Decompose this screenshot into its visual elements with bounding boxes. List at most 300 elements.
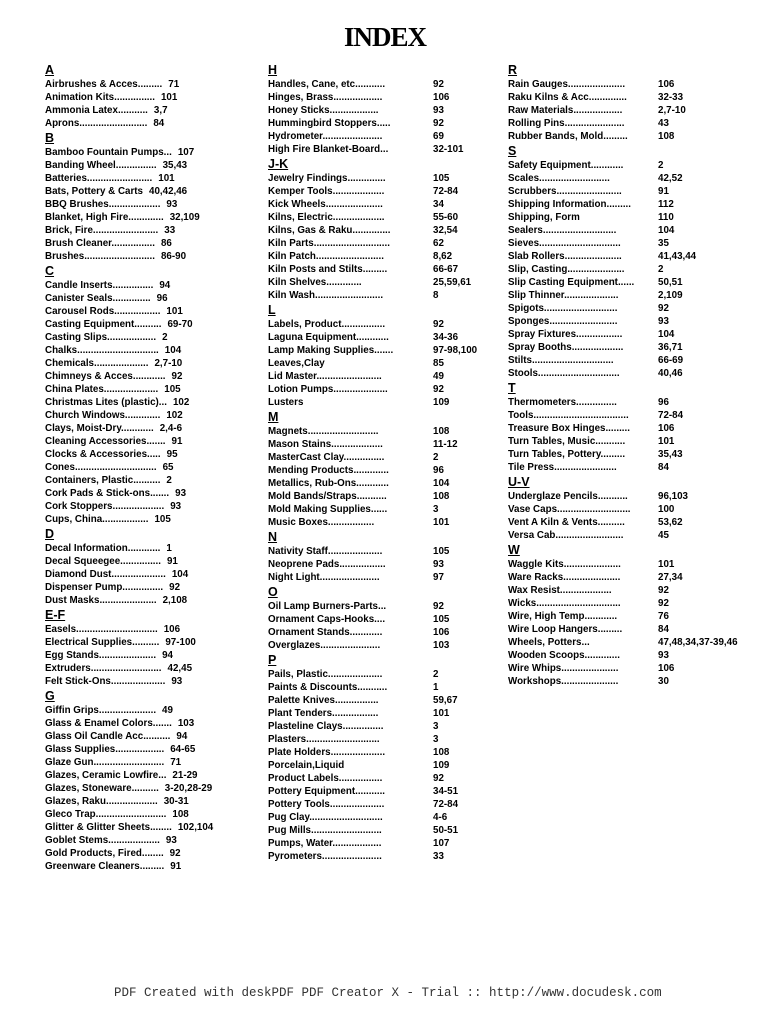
index-entry-name: Palette Knives................ bbox=[268, 695, 379, 706]
index-entry bbox=[508, 435, 768, 448]
index-entry-name: Dust Masks..................... bbox=[45, 595, 157, 606]
index-entry bbox=[268, 837, 503, 850]
index-entry-name: Plate Holders.................... bbox=[268, 747, 386, 758]
index-entry bbox=[45, 331, 255, 344]
index-entry-pages: 91 bbox=[171, 436, 183, 447]
index-entry-pages: 92 bbox=[171, 371, 183, 382]
index-entry bbox=[508, 341, 768, 354]
index-entry-pages: 94 bbox=[176, 731, 188, 742]
index-entry bbox=[268, 396, 503, 409]
index-entry-pages: 93 bbox=[170, 501, 182, 512]
index-entry-name: Decal Squeegee............... bbox=[45, 556, 161, 567]
index-entry-name: Turn Tables, Pottery......... bbox=[508, 449, 626, 460]
index-entry-pages: 32,109 bbox=[169, 212, 200, 223]
index-entry-name: Porcelain,Liquid bbox=[268, 760, 345, 771]
index-entry-pages: 50-51 bbox=[433, 825, 459, 836]
index-entry-pages: 91 bbox=[166, 556, 178, 567]
index-entry-name: Stools.............................. bbox=[508, 368, 620, 379]
index-section bbox=[45, 264, 255, 526]
index-entry bbox=[268, 78, 503, 91]
index-entry-name: Magnets.......................... bbox=[268, 426, 379, 437]
index-entry-name: Casting Slips.................. bbox=[45, 332, 157, 343]
index-entry-pages: 108 bbox=[433, 426, 450, 437]
index-entry-name: Kiln Posts and Stilts......... bbox=[268, 264, 388, 275]
index-entry-pages: 91 bbox=[658, 186, 669, 197]
index-entry-pages: 8,62 bbox=[433, 251, 453, 262]
index-entry-name: Metallics, Rub-Ons............ bbox=[268, 478, 389, 489]
index-entry bbox=[508, 250, 768, 263]
index-entry-pages: 25,59,61 bbox=[433, 277, 472, 288]
index-entry-name: Paints & Discounts........... bbox=[268, 682, 388, 693]
index-entry-name: Candle Inserts............... bbox=[45, 280, 154, 291]
index-section bbox=[268, 63, 503, 156]
index-entry bbox=[508, 597, 768, 610]
index-entry-name: Overglazes...................... bbox=[268, 640, 381, 651]
index-entry-pages: 92 bbox=[433, 319, 444, 330]
index-entry bbox=[45, 104, 255, 117]
index-entry-pages: 93 bbox=[171, 676, 183, 687]
index-entry-pages: 76 bbox=[658, 611, 669, 622]
index-entry-name: Mending Products............. bbox=[268, 465, 389, 476]
index-entry-pages: 97-98,100 bbox=[433, 345, 478, 356]
index-entry-pages: 101 bbox=[433, 517, 450, 528]
index-entry-name: Airbrushes & Acces......... bbox=[45, 79, 163, 90]
index-entry bbox=[45, 279, 255, 292]
index-entry bbox=[45, 370, 255, 383]
index-entry bbox=[45, 78, 255, 91]
index-entry bbox=[508, 571, 768, 584]
index-entry bbox=[45, 821, 255, 834]
index-entry bbox=[268, 811, 503, 824]
index-entry-pages: 112 bbox=[658, 199, 674, 210]
index-entry bbox=[45, 649, 255, 662]
index-section bbox=[508, 381, 768, 474]
index-entry-pages: 84 bbox=[153, 118, 165, 129]
index-entry-name: Mold Bands/Straps........... bbox=[268, 491, 387, 502]
index-entry bbox=[45, 474, 255, 487]
index-entry bbox=[508, 610, 768, 623]
index-entry-pages: 92 bbox=[433, 384, 444, 395]
index-entry-name: Laguna Equipment............ bbox=[268, 332, 389, 343]
index-entry-pages: 2 bbox=[162, 332, 168, 343]
index-entry-name: Lamp Making Supplies....... bbox=[268, 345, 394, 356]
index-entry-name: Vent A Kiln & Vents.......... bbox=[508, 517, 625, 528]
index-entry-pages: 102 bbox=[172, 397, 190, 408]
index-entry-pages: 1 bbox=[433, 682, 439, 693]
index-section bbox=[45, 689, 255, 873]
index-entry-pages: 106 bbox=[658, 663, 675, 674]
index-entry-name: Cups, China................. bbox=[45, 514, 149, 525]
index-entry bbox=[508, 662, 768, 675]
index-entry bbox=[45, 396, 255, 409]
index-entry-pages: 101 bbox=[160, 92, 178, 103]
index-entry bbox=[268, 451, 503, 464]
index-entry bbox=[268, 668, 503, 681]
index-entry bbox=[45, 487, 255, 500]
index-entry-pages: 110 bbox=[658, 212, 674, 223]
index-entry bbox=[45, 834, 255, 847]
index-entry-name: Glass & Enamel Colors....... bbox=[45, 718, 172, 729]
index-entry bbox=[508, 354, 768, 367]
index-entry bbox=[508, 91, 768, 104]
index-entry-pages: 66-69 bbox=[658, 355, 684, 366]
index-entry-pages: 43 bbox=[658, 118, 669, 129]
index-entry-name: Stilts.............................. bbox=[508, 355, 614, 366]
index-entry bbox=[45, 117, 255, 130]
index-entry-pages: 92 bbox=[169, 848, 181, 859]
index-entry-name: Glass Oil Candle Acc.......... bbox=[45, 731, 171, 742]
index-entry bbox=[45, 769, 255, 782]
index-entry bbox=[268, 250, 503, 263]
section-letter-heading: W bbox=[508, 543, 520, 557]
index-entry bbox=[268, 438, 503, 451]
index-entry-name: Easels.............................. bbox=[45, 624, 158, 635]
section-letter-heading: D bbox=[45, 527, 55, 541]
index-entry-name: Hummingbird Stoppers..... bbox=[268, 118, 391, 129]
index-entry bbox=[45, 717, 255, 730]
index-entry-pages: 32,54 bbox=[433, 225, 458, 236]
index-entry-pages: 71 bbox=[168, 79, 180, 90]
index-section bbox=[268, 410, 503, 529]
index-entry-pages: 92 bbox=[658, 303, 669, 314]
index-entry bbox=[45, 383, 255, 396]
index-entry bbox=[268, 545, 503, 558]
index-entry-name: Lusters bbox=[268, 397, 304, 408]
index-entry bbox=[45, 704, 255, 717]
index-entry bbox=[268, 490, 503, 503]
index-entry bbox=[45, 159, 255, 172]
index-entry-pages: 8 bbox=[433, 290, 439, 301]
index-entry-name: Cork Pads & Stick-ons....... bbox=[45, 488, 170, 499]
index-section bbox=[45, 63, 255, 130]
index-entry-name: Wire, High Temp............ bbox=[508, 611, 618, 622]
index-entry-name: Chimneys & Acces............ bbox=[45, 371, 166, 382]
index-entry-name: Wicks............................... bbox=[508, 598, 621, 609]
index-entry-pages: 106 bbox=[433, 627, 450, 638]
section-letter-heading: M bbox=[268, 410, 279, 424]
index-entry-pages: 101 bbox=[433, 708, 450, 719]
section-letter-heading: H bbox=[268, 63, 278, 77]
index-entry-pages: 101 bbox=[658, 559, 675, 570]
index-entry bbox=[268, 850, 503, 863]
index-entry-pages: 105 bbox=[154, 514, 171, 525]
index-entry bbox=[508, 636, 768, 649]
index-entry-name: Pottery Equipment........... bbox=[268, 786, 386, 797]
index-entry bbox=[508, 529, 768, 542]
index-entry bbox=[508, 503, 768, 516]
index-entry bbox=[508, 276, 768, 289]
index-entry bbox=[45, 662, 255, 675]
index-entry-name: Animation Kits............... bbox=[45, 92, 155, 103]
index-entry-pages: 4-6 bbox=[433, 812, 448, 823]
index-entry bbox=[45, 675, 255, 688]
index-entry-name: Kick Wheels..................... bbox=[268, 199, 383, 210]
index-entry bbox=[45, 292, 255, 305]
page-title: INDEX bbox=[343, 22, 426, 52]
index-entry-pages: 59,67 bbox=[433, 695, 458, 706]
index-entry bbox=[45, 636, 255, 649]
index-entry bbox=[268, 772, 503, 785]
index-section bbox=[508, 63, 768, 143]
index-entry-pages: 92 bbox=[433, 601, 444, 612]
index-entry-name: Batteries........................ bbox=[45, 173, 153, 184]
index-entry-pages: 3 bbox=[433, 504, 439, 515]
index-entry bbox=[508, 159, 768, 172]
index-entry-pages: 1 bbox=[166, 543, 172, 554]
index-entry bbox=[508, 461, 768, 474]
index-section bbox=[268, 157, 503, 302]
index-entry-name: Giffin Grips..................... bbox=[45, 705, 157, 716]
index-entry bbox=[45, 623, 255, 636]
index-entry bbox=[268, 516, 503, 529]
index-entry-name: Glaze Gun.......................... bbox=[45, 757, 165, 768]
index-entry-pages: 32-33 bbox=[658, 92, 684, 103]
index-entry bbox=[45, 237, 255, 250]
index-entry bbox=[268, 224, 503, 237]
index-entry-name: Bamboo Fountain Pumps... bbox=[45, 147, 172, 158]
index-entry bbox=[45, 318, 255, 331]
index-entry-name: Cleaning Accessories....... bbox=[45, 436, 166, 447]
index-entry-name: Spigots........................... bbox=[508, 303, 618, 314]
index-entry bbox=[268, 733, 503, 746]
index-entry bbox=[45, 542, 255, 555]
index-entry-name: Christmas Lites (plastic)... bbox=[45, 397, 167, 408]
index-entry-pages: 109 bbox=[433, 760, 450, 771]
index-entry bbox=[508, 302, 768, 315]
index-entry-name: Turn Tables, Music........... bbox=[508, 436, 626, 447]
index-entry bbox=[508, 130, 768, 143]
index-entry-pages: 49 bbox=[433, 371, 444, 382]
index-entry-name: Egg Stands..................... bbox=[45, 650, 157, 661]
index-entry-pages: 108 bbox=[172, 809, 189, 820]
section-letter-heading: T bbox=[508, 381, 516, 395]
index-entry-pages: 104 bbox=[171, 569, 189, 580]
index-entry-name: Leaves,Clay bbox=[268, 358, 325, 369]
index-entry-name: Glazes, Raku................... bbox=[45, 796, 158, 807]
index-entry-name: Honey Sticks.................. bbox=[268, 105, 379, 116]
index-entry bbox=[268, 746, 503, 759]
index-entry bbox=[45, 422, 255, 435]
index-entry-name: Neoprene Pads................. bbox=[268, 559, 386, 570]
index-entry-name: Cork Stoppers................... bbox=[45, 501, 165, 512]
index-entry-name: Tools................................... bbox=[508, 410, 629, 421]
index-entry-pages: 93 bbox=[166, 199, 178, 210]
index-entry-name: Product Labels................ bbox=[268, 773, 383, 784]
index-entry-name: Canister Seals.............. bbox=[45, 293, 151, 304]
index-entry-name: Brush Cleaner................ bbox=[45, 238, 155, 249]
index-entry-pages: 42,45 bbox=[167, 663, 193, 674]
index-entry-pages: 2 bbox=[433, 669, 439, 680]
index-entry bbox=[508, 675, 768, 688]
index-entry bbox=[268, 289, 503, 302]
index-entry bbox=[268, 798, 503, 811]
index-entry-name: Wire Loop Hangers......... bbox=[508, 624, 623, 635]
index-entry-pages: 3,7 bbox=[153, 105, 168, 116]
index-entry-name: Church Windows............. bbox=[45, 410, 161, 421]
index-entry-pages: 30-31 bbox=[163, 796, 189, 807]
index-entry-pages: 27,34 bbox=[658, 572, 683, 583]
section-letter-heading: G bbox=[45, 689, 55, 703]
index-entry-name: Glazes, Ceramic Lowfire... bbox=[45, 770, 167, 781]
index-entry-name: Hinges, Brass.................. bbox=[268, 92, 383, 103]
index-entry bbox=[268, 263, 503, 276]
index-entry bbox=[508, 117, 768, 130]
index-entry-name: Rolling Pins...................... bbox=[508, 118, 625, 129]
index-entry bbox=[508, 448, 768, 461]
index-entry-name: Ornament Caps-Hooks.... bbox=[268, 614, 386, 625]
index-entry-pages: 84 bbox=[658, 462, 669, 473]
index-entry-name: Goblet Stems................... bbox=[45, 835, 160, 846]
index-entry bbox=[45, 198, 255, 211]
index-entry bbox=[45, 172, 255, 185]
index-entry bbox=[45, 795, 255, 808]
index-section bbox=[268, 303, 503, 409]
index-entry-name: Pails, Plastic.................... bbox=[268, 669, 383, 680]
index-entry-pages: 104 bbox=[164, 345, 182, 356]
index-entry-pages: 97 bbox=[433, 572, 444, 583]
index-entry-pages: 72-84 bbox=[433, 186, 459, 197]
index-entry bbox=[45, 250, 255, 263]
index-entry-pages: 97-100 bbox=[165, 637, 196, 648]
index-entry-name: Waggle Kits..................... bbox=[508, 559, 621, 570]
index-entry-pages: 2,7-10 bbox=[658, 105, 686, 116]
index-entry-name: Kilns, Electric................... bbox=[268, 212, 385, 223]
index-entry-name: Jewelry Findings.............. bbox=[268, 173, 386, 184]
section-letter-heading: B bbox=[45, 131, 55, 145]
index-entry-pages: 62 bbox=[433, 238, 444, 249]
index-entry-pages: 93 bbox=[658, 316, 669, 327]
index-entry-pages: 92 bbox=[433, 773, 444, 784]
index-entry bbox=[508, 367, 768, 380]
index-entry-name: Hydrometer...................... bbox=[268, 131, 383, 142]
index-entry-name: Raw Materials.................. bbox=[508, 105, 623, 116]
index-section bbox=[508, 543, 768, 688]
index-entry bbox=[508, 172, 768, 185]
index-entry-pages: 55-60 bbox=[433, 212, 459, 223]
index-entry-pages: 50,51 bbox=[658, 277, 683, 288]
index-entry-pages: 103 bbox=[177, 718, 195, 729]
index-entry bbox=[508, 516, 768, 529]
index-entry bbox=[268, 707, 503, 720]
index-entry-pages: 3 bbox=[433, 721, 439, 732]
index-entry-name: Gleco Trap.......................... bbox=[45, 809, 167, 820]
index-entry bbox=[45, 305, 255, 318]
index-entry bbox=[268, 681, 503, 694]
index-entry-pages: 69 bbox=[433, 131, 444, 142]
index-entry-name: High Fire Blanket-Board... bbox=[268, 144, 389, 155]
index-entry-pages: 92 bbox=[433, 79, 444, 90]
index-entry-name: Banding Wheel............... bbox=[45, 160, 157, 171]
index-entry-name: Casting Equipment.......... bbox=[45, 319, 162, 330]
index-entry bbox=[268, 117, 503, 130]
index-entry-name: Cones.............................. bbox=[45, 462, 157, 473]
index-entry bbox=[508, 185, 768, 198]
index-entry bbox=[268, 425, 503, 438]
index-entry-pages: 35,43 bbox=[658, 449, 683, 460]
index-entry bbox=[268, 626, 503, 639]
index-entry-pages: 104 bbox=[433, 478, 450, 489]
index-entry-pages: 92 bbox=[169, 582, 181, 593]
index-entry-name: Safety Equipment............ bbox=[508, 160, 624, 171]
index-entry bbox=[45, 594, 255, 607]
index-entry bbox=[268, 613, 503, 626]
index-entry-pages: 105 bbox=[433, 614, 450, 625]
index-entry-name: Kiln Parts............................ bbox=[268, 238, 390, 249]
index-entry-name: Slab Rollers..................... bbox=[508, 251, 622, 262]
index-entry-pages: 106 bbox=[658, 423, 675, 434]
index-entry bbox=[508, 289, 768, 302]
index-entry-pages: 47,48,34,37-39,46 bbox=[658, 637, 738, 648]
index-entry bbox=[508, 328, 768, 341]
index-entry-pages: 3-20,28-29 bbox=[164, 783, 213, 794]
index-entry-pages: 96 bbox=[156, 293, 168, 304]
index-entry-name: Gold Products, Fired........ bbox=[45, 848, 164, 859]
index-entry-pages: 85 bbox=[433, 358, 444, 369]
index-entry-pages: 93 bbox=[175, 488, 187, 499]
index-entry bbox=[268, 503, 503, 516]
index-entry-name: Ammonia Latex........... bbox=[45, 105, 148, 116]
index-entry-name: Brushes.......................... bbox=[45, 251, 155, 262]
index-entry-name: Glazes, Stoneware.......... bbox=[45, 783, 159, 794]
index-entry-name: Versa Cab......................... bbox=[508, 530, 624, 541]
index-entry-name: Underglaze Pencils........... bbox=[508, 491, 628, 502]
index-entry bbox=[268, 383, 503, 396]
index-entry-pages: 42,52 bbox=[658, 173, 683, 184]
index-entry bbox=[268, 198, 503, 211]
index-entry-pages: 40,42,46 bbox=[149, 186, 188, 197]
index-entry-pages: 94 bbox=[159, 280, 171, 291]
index-entry-name: BBQ Brushes................... bbox=[45, 199, 161, 210]
index-entry-pages: 2 bbox=[658, 264, 664, 275]
index-entry bbox=[268, 276, 503, 289]
index-entry-pages: 107 bbox=[433, 838, 450, 849]
index-entry-pages: 34 bbox=[433, 199, 444, 210]
index-entry-pages: 108 bbox=[658, 131, 675, 142]
index-entry-name: Handles, Cane, etc........... bbox=[268, 79, 386, 90]
index-entry-name: Chemicals.................... bbox=[45, 358, 149, 369]
index-entry-pages: 34-36 bbox=[433, 332, 459, 343]
index-entry-pages: 106 bbox=[658, 79, 675, 90]
index-entry-name: Kemper Tools................... bbox=[268, 186, 385, 197]
index-entry-name: Slip Thinner.................... bbox=[508, 290, 619, 301]
index-entry bbox=[45, 185, 255, 198]
index-entry bbox=[45, 808, 255, 821]
index-entry-name: Thermometers............... bbox=[508, 397, 617, 408]
index-entry-pages: 2,108 bbox=[162, 595, 188, 606]
index-entry-pages: 3 bbox=[433, 734, 439, 745]
index-entry bbox=[508, 490, 768, 503]
index-entry-pages: 72-84 bbox=[658, 410, 684, 421]
index-entry bbox=[268, 357, 503, 370]
index-entry bbox=[268, 824, 503, 837]
index-section bbox=[508, 475, 768, 542]
index-entry-name: Lid Master........................ bbox=[268, 371, 382, 382]
index-entry-name: Plant Tenders................. bbox=[268, 708, 379, 719]
index-entry-name: Carousel Rods................. bbox=[45, 306, 161, 317]
index-entry-name: Rubber Bands, Mold......... bbox=[508, 131, 628, 142]
index-entry-name: Shipping, Form bbox=[508, 212, 580, 223]
index-entry-name: Wire Whips..................... bbox=[508, 663, 619, 674]
section-letter-heading: N bbox=[268, 530, 278, 544]
index-entry-pages: 34-51 bbox=[433, 786, 459, 797]
index-entry-pages: 106 bbox=[433, 92, 450, 103]
index-entry bbox=[45, 555, 255, 568]
index-entry bbox=[508, 409, 768, 422]
index-entry bbox=[45, 211, 255, 224]
index-entry-name: Plasters........................... bbox=[268, 734, 380, 745]
index-entry-name: Bats, Pottery & Carts bbox=[45, 186, 143, 197]
index-entry bbox=[45, 91, 255, 104]
